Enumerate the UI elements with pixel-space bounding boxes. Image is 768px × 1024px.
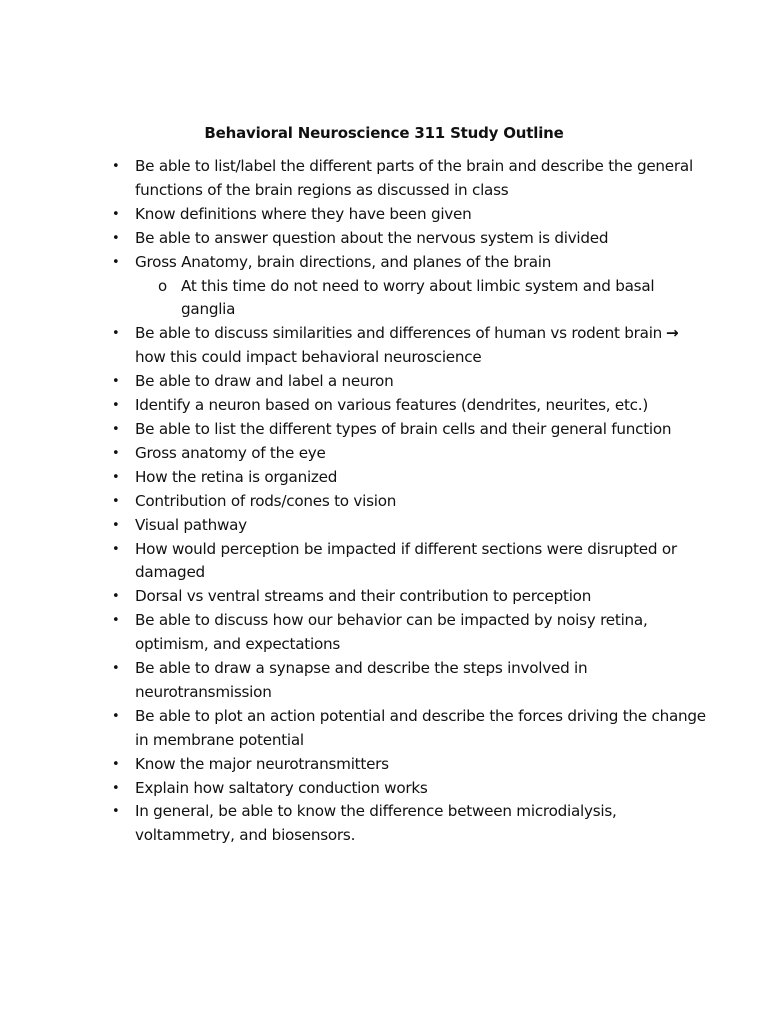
- bullet-icon: •: [112, 230, 120, 246]
- list-item-text: Identify a neuron based on various features (dendrites, neurites, etc.): [135, 396, 649, 415]
- right-arrow-icon: →: [666, 324, 679, 343]
- bullet-icon: •: [112, 708, 120, 724]
- list-item: [112, 514, 712, 538]
- list-item-text: Be able to plot an action potential and describe the forces driving the change in membrane potential: [135, 706, 706, 749]
- list-item: [112, 203, 712, 227]
- list-item-text: Gross anatomy of the eye: [135, 443, 326, 462]
- list-item-text: Explain how saltatory conduction works: [135, 778, 428, 797]
- list-item-text: Contribution of rods/cones to vision: [135, 491, 397, 510]
- list-item: [112, 370, 712, 394]
- bullet-icon: •: [112, 613, 120, 629]
- bullet-icon: •: [112, 398, 120, 414]
- list-item-text: Be able to discuss similarities and differences of human vs rodent brain: [135, 324, 663, 343]
- bullet-icon: •: [112, 374, 120, 390]
- bullet-icon: •: [112, 421, 120, 437]
- list-item-text: Know the major neurotransmitters: [135, 754, 389, 773]
- list-item: [112, 777, 712, 801]
- list-item-text: Know definitions where they have been given: [135, 204, 472, 223]
- list-item: [112, 490, 712, 514]
- study-outline-list: [112, 155, 712, 848]
- bullet-icon: •: [112, 780, 120, 796]
- bullet-icon: •: [112, 541, 120, 557]
- bullet-icon: •: [112, 206, 120, 222]
- document-title: Behavioral Neuroscience 311 Study Outline: [204, 124, 564, 142]
- list-item: [112, 657, 712, 705]
- list-item-text: Be able to list the different types of brain cells and their general function: [135, 419, 672, 438]
- bullet-icon: •: [112, 469, 120, 485]
- bullet-icon: •: [112, 756, 120, 772]
- bullet-icon: •: [112, 517, 120, 533]
- list-item-text: Be able to answer question about the nervous system is divided: [135, 228, 609, 247]
- sub-bullet-icon: o: [158, 276, 167, 295]
- bullet-icon: •: [112, 254, 120, 270]
- list-item: [112, 466, 712, 490]
- bullet-icon: •: [112, 159, 120, 174]
- list-item: [112, 585, 712, 609]
- list-item: [112, 753, 712, 777]
- list-item: [112, 609, 712, 657]
- list-item-text: At this time do not need to worry about limbic system and basal ganglia: [181, 276, 655, 319]
- list-item: [112, 442, 712, 466]
- list-item: [112, 251, 712, 275]
- list-item: [112, 538, 712, 586]
- list-item: [112, 155, 712, 203]
- list-item-text: How would perception be impacted if different sections were disrupted or damaged: [135, 539, 677, 582]
- bullet-icon: •: [112, 589, 120, 605]
- list-item: [112, 394, 712, 418]
- list-item: [112, 322, 712, 370]
- list-item: [112, 800, 712, 848]
- list-item: [112, 227, 712, 251]
- list-item-text-continued: how this could impact behavioral neuroscience: [135, 348, 482, 367]
- list-item-text: In general, be able to know the difference between microdialysis, voltammetry, and biosensors.: [135, 802, 617, 845]
- sub-list-item: [112, 275, 712, 323]
- list-item-text: Dorsal vs ventral streams and their contribution to perception: [135, 587, 592, 606]
- list-item: [112, 418, 712, 442]
- bullet-icon: •: [112, 493, 120, 509]
- list-item: [112, 705, 712, 753]
- bullet-icon: •: [112, 326, 120, 342]
- bullet-icon: •: [112, 661, 120, 677]
- bullet-icon: •: [112, 445, 120, 461]
- list-item-text: Be able to draw a synapse and describe the steps involved in neurotransmission: [135, 659, 588, 701]
- list-item-text: Visual pathway: [135, 515, 247, 534]
- list-item-text: Be able to list/label the different parts of the brain and describe the general functions of the brain regions as discussed in class: [135, 157, 693, 199]
- list-item-text: Be able to discuss how our behavior can be impacted by noisy retina, optimism, and expectations: [135, 611, 648, 654]
- list-item-text: How the retina is organized: [135, 467, 338, 486]
- bullet-icon: •: [112, 804, 120, 820]
- list-item-text: Gross Anatomy, brain directions, and planes of the brain: [135, 252, 552, 271]
- list-item-text: Be able to draw and label a neuron: [135, 372, 394, 391]
